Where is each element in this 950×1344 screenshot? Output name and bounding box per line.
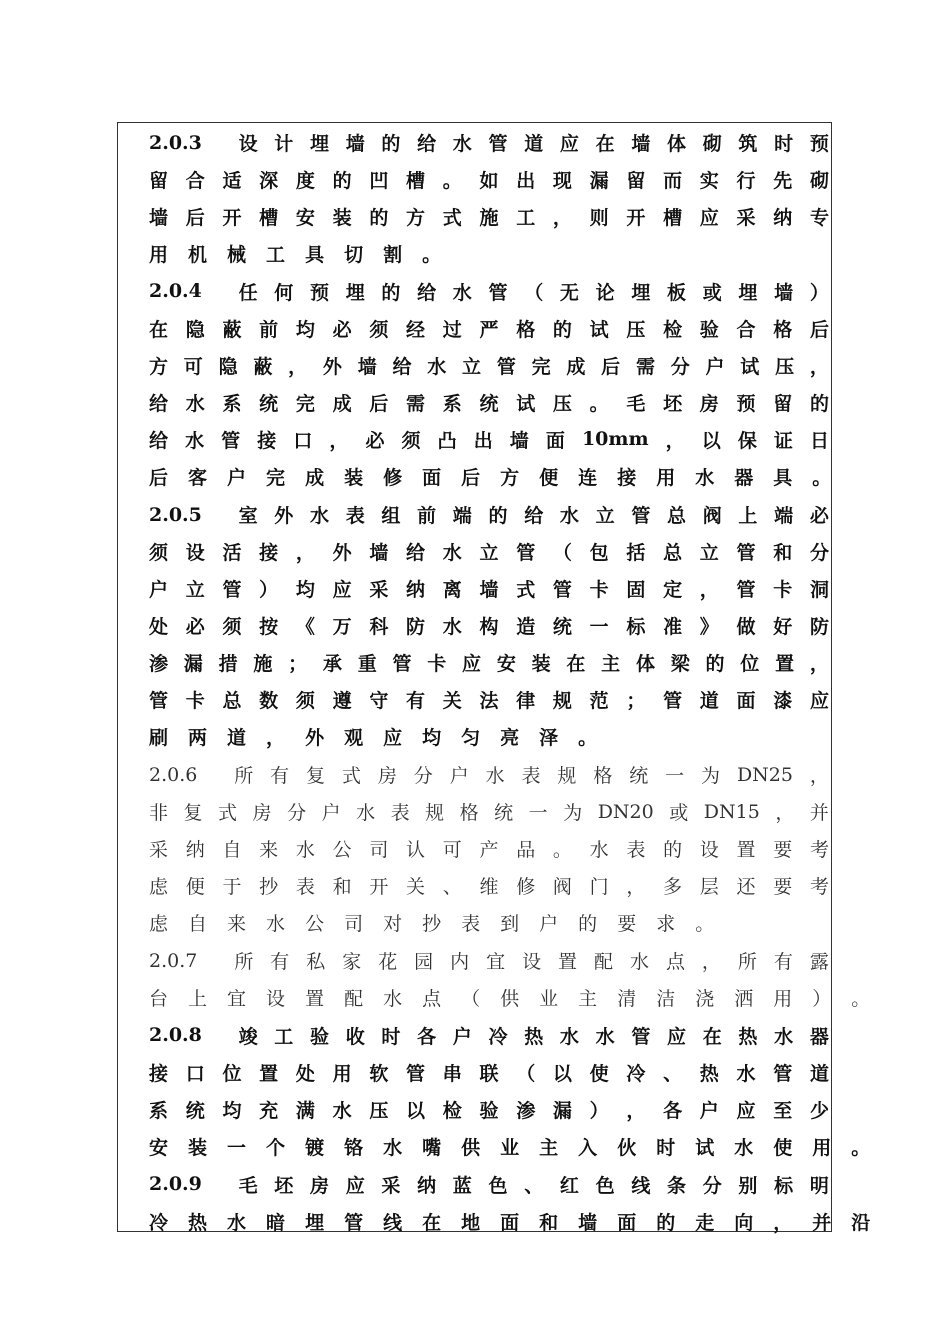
text-line: 方 可 隐 蔽 ， 外 墙 给 水 立 管 完 成 后 需 分 户 试 压 ， — [149, 355, 829, 378]
text-line: 用 机 械 工 具 切 割 。 — [149, 244, 442, 266]
text-line: 安 装 一 个 镀 铬 水 嘴 供 业 主 入 伙 时 试 水 使 用 。 — [149, 1136, 871, 1159]
clause-2-0-3 — [149, 124, 829, 272]
text-line: 采 纳 自 来 水 公 司 认 可 产 品 。 水 表 的 设 置 要 考 — [149, 839, 829, 862]
text-line: 系 统 均 充 满 水 压 以 检 验 渗 漏 ） ， 各 户 应 至 少 — [149, 1099, 829, 1122]
text-line: 户 立 管 ） 均 应 采 纳 离 墙 式 管 卡 固 定 ， 管 卡 洞 — [149, 579, 829, 601]
text-line: 2.0.9 毛 坯 房 应 采 纳 蓝 色 、 红 色 线 条 分 别 标 明 — [149, 1173, 829, 1197]
text-line: 虑 便 于 抄 表 和 开 关 、 维 修 阀 门 ， 多 层 还 要 考 — [149, 876, 829, 899]
clause-2-0-4 — [149, 273, 832, 495]
text-line: 墙 后 开 槽 安 装 的 方 式 施 工 ， 则 开 槽 应 采 纳 专 — [149, 207, 829, 229]
text-line: 处 必 须 按 《 万 科 防 水 构 造 统 一 标 准 》 做 好 防 — [149, 616, 829, 638]
text-line: 非 复 式 房 分 户 水 表 规 格 统 一 为 DN20 或 DN15 ， 并 — [149, 800, 829, 825]
text-line: 2.0.5 室 外 水 表 组 前 端 的 给 水 立 管 总 阀 上 端 必 — [149, 503, 829, 527]
text-line: 在 隐 蔽 前 均 必 须 经 过 严 格 的 试 压 检 验 合 格 后 — [149, 318, 829, 341]
text-line: 2.0.7 所 有 私 家 花 园 内 宜 设 置 配 水 点 ， 所 有 露 — [149, 949, 829, 974]
text-line: 后 客 户 完 成 装 修 面 后 方 便 连 接 用 水 器 具 。 — [149, 466, 832, 489]
text-line: 给 水 系 统 完 成 后 需 系 统 试 压 。 毛 坯 房 预 留 的 — [149, 392, 829, 415]
text-line: 2.0.3 设 计 埋 墙 的 给 水 管 道 应 在 墙 体 砌 筑 时 预 — [149, 131, 829, 155]
text-line: 2.0.6 所 有 复 式 房 分 户 水 表 规 格 统 一 为 DN25 ， — [149, 763, 829, 788]
text-line: 接 口 位 置 处 用 软 管 串 联 （ 以 使 冷 、 热 水 管 道 — [149, 1062, 829, 1085]
text-line: 给 水 管 接 口 ， 必 须 凸 出 墙 面 10mm ， 以 保 证 日 — [149, 428, 829, 452]
clause-2-0-9 — [149, 1166, 871, 1240]
text-line: 冷 热 水 暗 埋 管 线 在 地 面 和 墙 面 的 走 向 ， 并 沿 — [149, 1211, 871, 1234]
text-line: 管 卡 总 数 须 遵 守 有 关 法 律 规 范 ； 管 道 面 漆 应 — [149, 690, 829, 712]
clause-2-0-8 — [149, 1017, 871, 1165]
text-line: 2.0.8 竣 工 验 收 时 各 户 冷 热 水 水 管 应 在 热 水 器 — [149, 1024, 829, 1048]
clause-2-0-7 — [149, 942, 871, 1016]
text-line: 须 设 活 接 ， 外 墙 给 水 立 管 （ 包 括 总 立 管 和 分 — [149, 542, 829, 564]
text-line: 2.0.4 任 何 预 埋 的 给 水 管 （ 无 论 埋 板 或 埋 墙 ） — [149, 280, 829, 304]
text-line: 渗 漏 措 施 ； 承 重 管 卡 应 安 装 在 主 体 梁 的 位 置 ， — [149, 653, 829, 675]
text-line: 留 合 适 深 度 的 凹 槽 。 如 出 现 漏 留 而 实 行 先 砌 — [149, 170, 829, 192]
clause-2-0-5 — [149, 496, 829, 755]
clause-2-0-6 — [149, 756, 829, 941]
text-line: 虑 自 来 水 公 司 对 抄 表 到 户 的 要 求 。 — [149, 913, 715, 936]
text-line: 刷 两 道 ， 外 观 应 均 匀 亮 泽 。 — [149, 727, 598, 749]
text-line: 台 上 宜 设 置 配 水 点 （ 供 业 主 清 洁 浇 洒 用 ） 。 — [149, 988, 871, 1011]
